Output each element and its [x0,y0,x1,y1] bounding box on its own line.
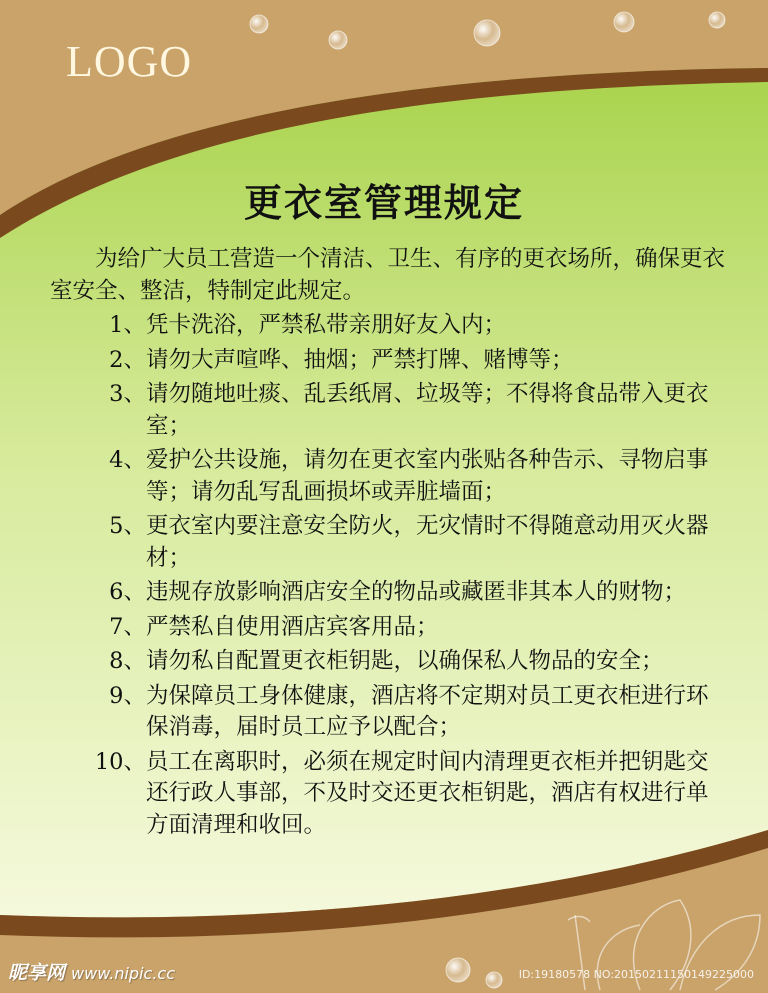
rule-text: 员工在离职时，必须在规定时间内清理更衣柜并把钥匙交还行政人事部，不及时交还更衣柜钥匙，酒店有权进行单方面清理和收回。 [146,748,709,838]
rule-item [50,379,730,442]
rule-number: 9、 [109,682,146,709]
rule-item [50,681,730,744]
rule-number: 2、 [109,346,146,373]
image-id: ID:19180578 NO:20150211150149225000 [518,968,754,981]
rule-text: 请勿私自配置更衣柜钥匙，以确保私人物品的安全； [146,648,664,674]
rule-number: 5、 [109,513,146,539]
rule-number: 3、 [109,381,146,407]
rule-text: 为保障员工身体健康，酒店将不定期对员工更衣柜进行环保消毒，届时员工应予以配合； [146,682,709,740]
rule-item [50,747,730,842]
watermark [8,958,175,985]
rule-text: 严禁私自使用酒店宾客用品； [146,613,439,640]
rule-item [50,310,730,342]
rule-number: 10、 [94,748,146,775]
rule-number: 7、 [109,613,146,640]
rule-item [50,511,730,574]
watermark-brand: 昵享网 [8,962,66,984]
rule-text: 请勿随地吐痰、乱丢纸屑、垃圾等；不得将食品带入更衣室； [146,381,709,439]
rule-number: 4、 [109,447,146,473]
regulation-content [50,244,730,844]
rule-text: 更衣室内要注意安全防火，无灾情时不得随意动用灭火器材； [146,513,709,571]
intro-paragraph: 为给广大员工营造一个清洁、卫生、有序的更衣场所，确保更衣室安全、整洁，特制定此规定。 [50,246,726,304]
rule-text: 爱护公共设施，请勿在更衣室内张贴各种告示、寻物启事等；请勿乱写乱画损坏或弄脏墙面； [146,447,709,505]
rule-item [50,445,730,508]
logo: LOGO [66,37,193,86]
page-title: 更衣室管理规定 [243,181,524,225]
rule-text: 违规存放影响酒店安全的物品或藏匿非其本人的财物； [146,579,687,605]
rule-number: 8、 [109,648,146,674]
rule-text: 凭卡洗浴，严禁私带亲朋好友入内； [146,312,507,338]
rule-number: 1、 [109,312,146,338]
watermark-url: www.nipic.cc [71,964,175,983]
rule-item [50,345,730,377]
rule-number: 6、 [109,579,146,605]
rule-item [50,612,730,644]
rule-item [50,646,730,678]
rule-item [50,577,730,609]
rule-text: 请勿大声喧哗、抽烟；严禁打牌、赌博等； [146,346,574,373]
